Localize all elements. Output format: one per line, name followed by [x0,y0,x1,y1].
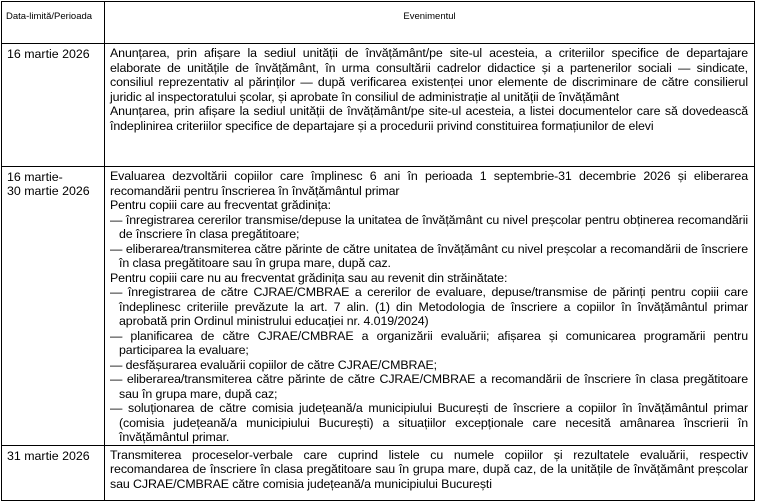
row-date [2,167,105,446]
row-event [105,445,755,500]
header-event: Evenimentul [105,2,755,44]
table-header-row [2,2,755,44]
event-list-item: — înregistrarea de către CJRAE/CMBRAE a cererilor de evaluare, depuse/transmise de părinți pentru copiii care îndeplinesc criteriile prevăzute la art. 7 alin. (1) din Metodologia de înscriere a copiilor în învățământul primar aprobată prin Ordinul ministrului educației nr. 4.019/2024) [110,285,748,328]
table-row [2,167,755,446]
header-date: Data-limită/Perioada [2,2,105,44]
row-date-line: 30 martie 2026 [7,184,90,198]
table-row [2,44,755,167]
row-event [105,167,755,446]
event-list-item: — desfășurarea evaluării copiilor de către CJRAE/CMBRAE; [110,357,438,372]
event-list-item: — eliberarea/transmiterea către părinte de către unitatea de învățământ cu nivel preșcolar a recomandării de înscriere în clasa pregătitoare sau în grupa mare, după caz. [110,241,748,270]
event-paragraph: Transmiterea proceselor-verbale care cuprind listele cu numele copiilor și rezultatele evaluării, respectiv recomandarea de înscriere în clasa pregătitoare sau în grupa mare, după caz, de la unitățile de învățământ preșcolar sau CJRAE/CMBRAE către comisia județeană/a municipiului București [110,447,748,491]
row-date-line: 16 martie- [7,170,63,184]
row-date: 31 martie 2026 [2,445,105,500]
table-row [2,445,755,500]
event-list-item: — eliberarea/transmiterea către părinte de către CJRAE/CMBRAE a recomandării de înscriere în clasa pregătitoare sau în grupa mare, după caz; [110,372,748,401]
event-paragraph: Anunțarea, prin afișare la sediul unității de învățământ/pe site-ul acesteia, a criteriilor specifice de departajare elaborate de unitățile de învățământ, în urma consultării cadrelor didactice și a partenerilor sociali — sindicate, consiliul reprezentativ al părinților — după verificarea existenței unor elemente de discriminare de către consilierul juridic al inspectoratului școlar, și aprobate în consiliul de administrație al unității de învățământ [110,46,748,104]
event-group-title: Pentru copiii care nu au frecventat grădinița sau au revenit din străinătate: [110,270,508,285]
event-list-item: — planificarea de către CJRAE/CMBRAE a organizării evaluării; afișarea și comunicarea programării pentru participarea la evaluare; [110,328,748,357]
event-list-item: — înregistrarea cererilor transmise/depuse la unitatea de învățământ cu nivel preșcolar pentru obținerea recomandării de înscriere în clasa pregătitoare; [110,212,748,241]
event-group-title: Pentru copiii care au frecventat grădinița: [110,198,331,212]
row-event [105,44,755,167]
event-intro: Evaluarea dezvoltării copiilor care împlinesc 6 ani în perioada 1 septembrie-31 decembrie 2026 și eliberarea recomandării pentru înscrierea în învățământul primar [110,169,748,198]
schedule-table [1,1,755,501]
event-paragraph: Anunțarea, prin afișare la sediul unității de învățământ/pe site-ul acesteia, a listei documentelor care să dovedească îndeplinirea criteriilor specifice de departajare și a procedurii privind constituirea formațiunilor de elevi [110,104,748,133]
row-date: 16 martie 2026 [2,44,105,167]
event-list-item: — soluționarea de către comisia județeană/a municipiului București de înscriere a copiilor în învățământul primar (comisia județeană/a municipiului București) a situațiilor excepționale care necesită amânarea înscrierii în învățământul primar. [110,401,748,444]
